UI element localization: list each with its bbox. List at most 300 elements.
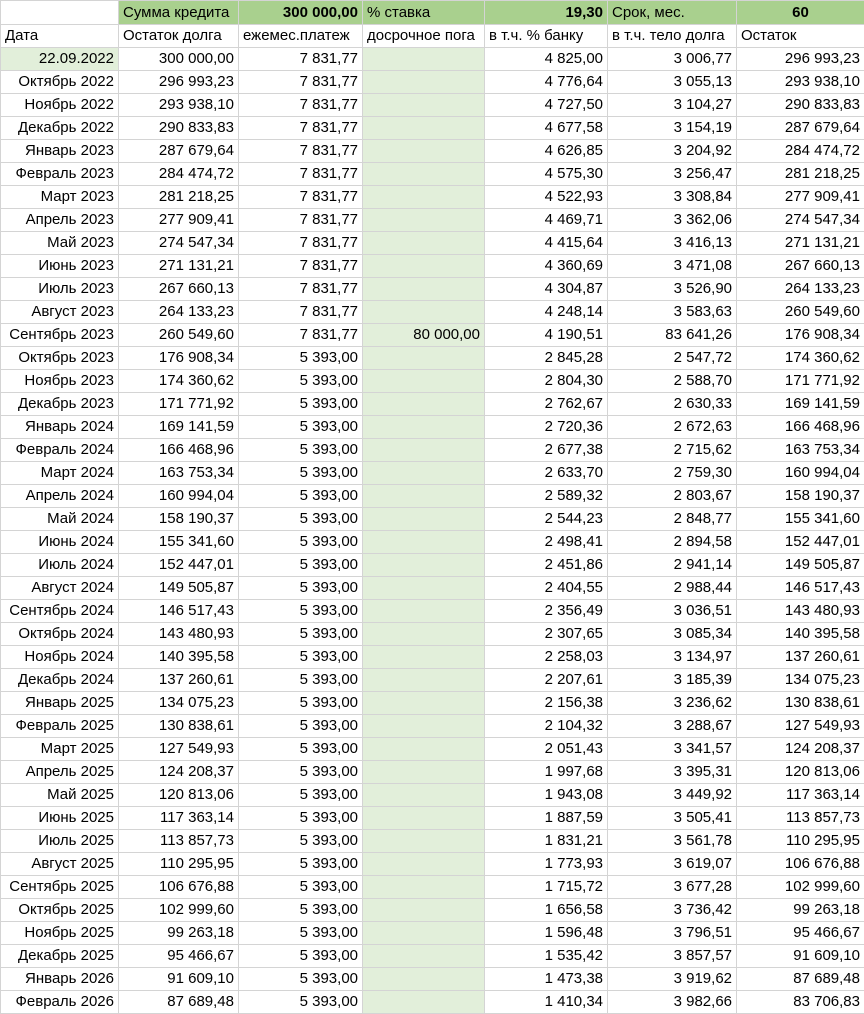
balance-cell[interactable]: 106 676,88 bbox=[119, 876, 239, 899]
payment-cell[interactable]: 5 393,00 bbox=[239, 715, 363, 738]
early-repayment-cell[interactable] bbox=[363, 692, 485, 715]
balance-cell[interactable]: 169 141,59 bbox=[119, 416, 239, 439]
interest-cell[interactable]: 4 360,69 bbox=[485, 255, 608, 278]
summary-empty-cell[interactable] bbox=[1, 1, 119, 25]
balance-cell[interactable]: 166 468,96 bbox=[119, 439, 239, 462]
principal-cell[interactable]: 2 672,63 bbox=[608, 416, 737, 439]
interest-cell[interactable]: 4 575,30 bbox=[485, 163, 608, 186]
payment-cell[interactable]: 5 393,00 bbox=[239, 347, 363, 370]
date-cell[interactable]: Ноябрь 2022 bbox=[1, 94, 119, 117]
payment-cell[interactable]: 5 393,00 bbox=[239, 508, 363, 531]
balance-cell[interactable]: 87 689,48 bbox=[119, 991, 239, 1014]
payment-cell[interactable]: 5 393,00 bbox=[239, 393, 363, 416]
principal-cell[interactable]: 3 204,92 bbox=[608, 140, 737, 163]
balance-cell[interactable]: 155 341,60 bbox=[119, 531, 239, 554]
date-cell[interactable]: Май 2025 bbox=[1, 784, 119, 807]
payment-cell[interactable]: 5 393,00 bbox=[239, 646, 363, 669]
balance-cell[interactable]: 267 660,13 bbox=[119, 278, 239, 301]
remaining-cell[interactable]: 91 609,10 bbox=[737, 945, 864, 968]
early-repayment-cell[interactable] bbox=[363, 554, 485, 577]
interest-cell[interactable]: 1 535,42 bbox=[485, 945, 608, 968]
payment-cell[interactable]: 7 831,77 bbox=[239, 71, 363, 94]
balance-cell[interactable]: 140 395,58 bbox=[119, 646, 239, 669]
remaining-cell[interactable]: 281 218,25 bbox=[737, 163, 864, 186]
payment-cell[interactable]: 5 393,00 bbox=[239, 623, 363, 646]
header-date[interactable]: Дата bbox=[1, 25, 119, 48]
date-cell[interactable]: Апрель 2024 bbox=[1, 485, 119, 508]
early-repayment-cell[interactable] bbox=[363, 140, 485, 163]
balance-cell[interactable]: 171 771,92 bbox=[119, 393, 239, 416]
balance-cell[interactable]: 293 938,10 bbox=[119, 94, 239, 117]
interest-cell[interactable]: 2 804,30 bbox=[485, 370, 608, 393]
date-cell[interactable]: Август 2025 bbox=[1, 853, 119, 876]
date-cell[interactable]: Январь 2026 bbox=[1, 968, 119, 991]
early-repayment-cell[interactable] bbox=[363, 163, 485, 186]
interest-cell[interactable]: 1 887,59 bbox=[485, 807, 608, 830]
interest-cell[interactable]: 4 415,64 bbox=[485, 232, 608, 255]
date-cell[interactable]: Декабрь 2024 bbox=[1, 669, 119, 692]
payment-cell[interactable]: 5 393,00 bbox=[239, 738, 363, 761]
principal-cell[interactable]: 3 036,51 bbox=[608, 600, 737, 623]
date-cell[interactable]: Июнь 2024 bbox=[1, 531, 119, 554]
early-repayment-cell[interactable] bbox=[363, 922, 485, 945]
date-cell[interactable]: Октябрь 2022 bbox=[1, 71, 119, 94]
date-cell[interactable]: Август 2023 bbox=[1, 301, 119, 324]
header-payment[interactable]: ежемес.платеж bbox=[239, 25, 363, 48]
date-cell[interactable]: Сентябрь 2025 bbox=[1, 876, 119, 899]
early-repayment-cell[interactable] bbox=[363, 209, 485, 232]
payment-cell[interactable]: 5 393,00 bbox=[239, 416, 363, 439]
balance-cell[interactable]: 300 000,00 bbox=[119, 48, 239, 71]
balance-cell[interactable]: 134 075,23 bbox=[119, 692, 239, 715]
principal-cell[interactable]: 3 583,63 bbox=[608, 301, 737, 324]
date-cell[interactable]: Ноябрь 2023 bbox=[1, 370, 119, 393]
interest-cell[interactable]: 1 943,08 bbox=[485, 784, 608, 807]
balance-cell[interactable]: 110 295,95 bbox=[119, 853, 239, 876]
payment-cell[interactable]: 5 393,00 bbox=[239, 876, 363, 899]
payment-cell[interactable]: 7 831,77 bbox=[239, 301, 363, 324]
balance-cell[interactable]: 158 190,37 bbox=[119, 508, 239, 531]
date-cell[interactable]: 22.09.2022 bbox=[1, 48, 119, 71]
principal-cell[interactable]: 3 449,92 bbox=[608, 784, 737, 807]
remaining-cell[interactable]: 95 466,67 bbox=[737, 922, 864, 945]
balance-cell[interactable]: 176 908,34 bbox=[119, 347, 239, 370]
early-repayment-cell[interactable] bbox=[363, 600, 485, 623]
remaining-cell[interactable]: 120 813,06 bbox=[737, 761, 864, 784]
payment-cell[interactable]: 7 831,77 bbox=[239, 232, 363, 255]
early-repayment-cell[interactable] bbox=[363, 807, 485, 830]
balance-cell[interactable]: 152 447,01 bbox=[119, 554, 239, 577]
balance-cell[interactable]: 124 208,37 bbox=[119, 761, 239, 784]
payment-cell[interactable]: 5 393,00 bbox=[239, 807, 363, 830]
interest-cell[interactable]: 4 776,64 bbox=[485, 71, 608, 94]
date-cell[interactable]: Октябрь 2024 bbox=[1, 623, 119, 646]
remaining-cell[interactable]: 146 517,43 bbox=[737, 577, 864, 600]
principal-cell[interactable]: 2 547,72 bbox=[608, 347, 737, 370]
remaining-cell[interactable]: 137 260,61 bbox=[737, 646, 864, 669]
balance-cell[interactable]: 290 833,83 bbox=[119, 117, 239, 140]
interest-cell[interactable]: 2 498,41 bbox=[485, 531, 608, 554]
interest-cell[interactable]: 1 773,93 bbox=[485, 853, 608, 876]
date-cell[interactable]: Октябрь 2025 bbox=[1, 899, 119, 922]
principal-cell[interactable]: 3 006,77 bbox=[608, 48, 737, 71]
early-repayment-cell[interactable] bbox=[363, 991, 485, 1014]
payment-cell[interactable]: 7 831,77 bbox=[239, 186, 363, 209]
loan-amount-value[interactable]: 300 000,00 bbox=[239, 1, 363, 25]
balance-cell[interactable]: 99 263,18 bbox=[119, 922, 239, 945]
interest-cell[interactable]: 1 997,68 bbox=[485, 761, 608, 784]
interest-cell[interactable]: 1 656,58 bbox=[485, 899, 608, 922]
date-cell[interactable]: Июль 2025 bbox=[1, 830, 119, 853]
payment-cell[interactable]: 5 393,00 bbox=[239, 922, 363, 945]
principal-cell[interactable]: 2 941,14 bbox=[608, 554, 737, 577]
balance-cell[interactable]: 274 547,34 bbox=[119, 232, 239, 255]
remaining-cell[interactable]: 296 993,23 bbox=[737, 48, 864, 71]
date-cell[interactable]: Март 2025 bbox=[1, 738, 119, 761]
remaining-cell[interactable]: 260 549,60 bbox=[737, 301, 864, 324]
remaining-cell[interactable]: 113 857,73 bbox=[737, 807, 864, 830]
principal-cell[interactable]: 3 796,51 bbox=[608, 922, 737, 945]
early-repayment-cell[interactable]: 80 000,00 bbox=[363, 324, 485, 347]
date-cell[interactable]: Сентябрь 2024 bbox=[1, 600, 119, 623]
early-repayment-cell[interactable] bbox=[363, 761, 485, 784]
principal-cell[interactable]: 3 736,42 bbox=[608, 899, 737, 922]
interest-cell[interactable]: 1 596,48 bbox=[485, 922, 608, 945]
payment-cell[interactable]: 5 393,00 bbox=[239, 761, 363, 784]
balance-cell[interactable]: 102 999,60 bbox=[119, 899, 239, 922]
date-cell[interactable]: Апрель 2023 bbox=[1, 209, 119, 232]
principal-cell[interactable]: 3 416,13 bbox=[608, 232, 737, 255]
principal-cell[interactable]: 3 919,62 bbox=[608, 968, 737, 991]
remaining-cell[interactable]: 176 908,34 bbox=[737, 324, 864, 347]
payment-cell[interactable]: 5 393,00 bbox=[239, 692, 363, 715]
balance-cell[interactable]: 284 474,72 bbox=[119, 163, 239, 186]
interest-cell[interactable]: 4 825,00 bbox=[485, 48, 608, 71]
early-repayment-cell[interactable] bbox=[363, 715, 485, 738]
principal-cell[interactable]: 3 085,34 bbox=[608, 623, 737, 646]
date-cell[interactable]: Октябрь 2023 bbox=[1, 347, 119, 370]
early-repayment-cell[interactable] bbox=[363, 646, 485, 669]
early-repayment-cell[interactable] bbox=[363, 738, 485, 761]
interest-cell[interactable]: 4 522,93 bbox=[485, 186, 608, 209]
principal-cell[interactable]: 2 588,70 bbox=[608, 370, 737, 393]
remaining-cell[interactable]: 87 689,48 bbox=[737, 968, 864, 991]
principal-cell[interactable]: 3 471,08 bbox=[608, 255, 737, 278]
payment-cell[interactable]: 7 831,77 bbox=[239, 255, 363, 278]
remaining-cell[interactable]: 267 660,13 bbox=[737, 255, 864, 278]
interest-cell[interactable]: 1 715,72 bbox=[485, 876, 608, 899]
principal-cell[interactable]: 3 236,62 bbox=[608, 692, 737, 715]
balance-cell[interactable]: 95 466,67 bbox=[119, 945, 239, 968]
date-cell[interactable]: Июнь 2023 bbox=[1, 255, 119, 278]
date-cell[interactable]: Февраль 2023 bbox=[1, 163, 119, 186]
payment-cell[interactable]: 7 831,77 bbox=[239, 94, 363, 117]
date-cell[interactable]: Декабрь 2025 bbox=[1, 945, 119, 968]
payment-cell[interactable]: 7 831,77 bbox=[239, 163, 363, 186]
principal-cell[interactable]: 3 134,97 bbox=[608, 646, 737, 669]
balance-cell[interactable]: 287 679,64 bbox=[119, 140, 239, 163]
interest-cell[interactable]: 2 356,49 bbox=[485, 600, 608, 623]
principal-cell[interactable]: 3 982,66 bbox=[608, 991, 737, 1014]
balance-cell[interactable]: 277 909,41 bbox=[119, 209, 239, 232]
remaining-cell[interactable]: 143 480,93 bbox=[737, 600, 864, 623]
principal-cell[interactable]: 3 619,07 bbox=[608, 853, 737, 876]
balance-cell[interactable]: 113 857,73 bbox=[119, 830, 239, 853]
remaining-cell[interactable]: 274 547,34 bbox=[737, 209, 864, 232]
balance-cell[interactable]: 117 363,14 bbox=[119, 807, 239, 830]
remaining-cell[interactable]: 158 190,37 bbox=[737, 485, 864, 508]
early-repayment-cell[interactable] bbox=[363, 531, 485, 554]
principal-cell[interactable]: 2 759,30 bbox=[608, 462, 737, 485]
balance-cell[interactable]: 271 131,21 bbox=[119, 255, 239, 278]
remaining-cell[interactable]: 149 505,87 bbox=[737, 554, 864, 577]
payment-cell[interactable]: 5 393,00 bbox=[239, 439, 363, 462]
principal-cell[interactable]: 3 341,57 bbox=[608, 738, 737, 761]
remaining-cell[interactable]: 106 676,88 bbox=[737, 853, 864, 876]
balance-cell[interactable]: 127 549,93 bbox=[119, 738, 239, 761]
payment-cell[interactable]: 5 393,00 bbox=[239, 945, 363, 968]
term-value[interactable]: 60 bbox=[737, 1, 864, 25]
early-repayment-cell[interactable] bbox=[363, 853, 485, 876]
interest-cell[interactable]: 2 677,38 bbox=[485, 439, 608, 462]
interest-cell[interactable]: 2 451,86 bbox=[485, 554, 608, 577]
balance-cell[interactable]: 149 505,87 bbox=[119, 577, 239, 600]
early-repayment-cell[interactable] bbox=[363, 577, 485, 600]
balance-cell[interactable]: 174 360,62 bbox=[119, 370, 239, 393]
early-repayment-cell[interactable] bbox=[363, 71, 485, 94]
date-cell[interactable]: Январь 2024 bbox=[1, 416, 119, 439]
early-repayment-cell[interactable] bbox=[363, 945, 485, 968]
principal-cell[interactable]: 2 894,58 bbox=[608, 531, 737, 554]
balance-cell[interactable]: 120 813,06 bbox=[119, 784, 239, 807]
principal-cell[interactable]: 3 677,28 bbox=[608, 876, 737, 899]
principal-cell[interactable]: 3 256,47 bbox=[608, 163, 737, 186]
date-cell[interactable]: Ноябрь 2024 bbox=[1, 646, 119, 669]
balance-cell[interactable]: 296 993,23 bbox=[119, 71, 239, 94]
interest-cell[interactable]: 2 720,36 bbox=[485, 416, 608, 439]
date-cell[interactable]: Март 2024 bbox=[1, 462, 119, 485]
interest-cell[interactable]: 4 626,85 bbox=[485, 140, 608, 163]
date-cell[interactable]: Декабрь 2022 bbox=[1, 117, 119, 140]
balance-cell[interactable]: 130 838,61 bbox=[119, 715, 239, 738]
early-repayment-cell[interactable] bbox=[363, 876, 485, 899]
interest-cell[interactable]: 2 207,61 bbox=[485, 669, 608, 692]
remaining-cell[interactable]: 277 909,41 bbox=[737, 186, 864, 209]
interest-cell[interactable]: 2 258,03 bbox=[485, 646, 608, 669]
interest-cell[interactable]: 1 831,21 bbox=[485, 830, 608, 853]
early-repayment-cell[interactable] bbox=[363, 508, 485, 531]
early-repayment-cell[interactable] bbox=[363, 48, 485, 71]
interest-cell[interactable]: 4 190,51 bbox=[485, 324, 608, 347]
payment-cell[interactable]: 5 393,00 bbox=[239, 853, 363, 876]
payment-cell[interactable]: 7 831,77 bbox=[239, 324, 363, 347]
early-repayment-cell[interactable] bbox=[363, 301, 485, 324]
payment-cell[interactable]: 5 393,00 bbox=[239, 784, 363, 807]
rate-value[interactable]: 19,30 bbox=[485, 1, 608, 25]
early-repayment-cell[interactable] bbox=[363, 94, 485, 117]
balance-cell[interactable]: 143 480,93 bbox=[119, 623, 239, 646]
date-cell[interactable]: Декабрь 2023 bbox=[1, 393, 119, 416]
interest-cell[interactable]: 2 544,23 bbox=[485, 508, 608, 531]
interest-cell[interactable]: 4 469,71 bbox=[485, 209, 608, 232]
payment-cell[interactable]: 7 831,77 bbox=[239, 209, 363, 232]
early-repayment-cell[interactable] bbox=[363, 462, 485, 485]
remaining-cell[interactable]: 293 938,10 bbox=[737, 71, 864, 94]
early-repayment-cell[interactable] bbox=[363, 485, 485, 508]
date-cell[interactable]: Июль 2023 bbox=[1, 278, 119, 301]
payment-cell[interactable]: 5 393,00 bbox=[239, 554, 363, 577]
principal-cell[interactable]: 2 848,77 bbox=[608, 508, 737, 531]
remaining-cell[interactable]: 163 753,34 bbox=[737, 439, 864, 462]
payment-cell[interactable]: 7 831,77 bbox=[239, 117, 363, 140]
remaining-cell[interactable]: 169 141,59 bbox=[737, 393, 864, 416]
interest-cell[interactable]: 2 404,55 bbox=[485, 577, 608, 600]
remaining-cell[interactable]: 155 341,60 bbox=[737, 508, 864, 531]
payment-cell[interactable]: 5 393,00 bbox=[239, 899, 363, 922]
date-cell[interactable]: Август 2024 bbox=[1, 577, 119, 600]
early-repayment-cell[interactable] bbox=[363, 278, 485, 301]
early-repayment-cell[interactable] bbox=[363, 255, 485, 278]
remaining-cell[interactable]: 264 133,23 bbox=[737, 278, 864, 301]
remaining-cell[interactable]: 271 131,21 bbox=[737, 232, 864, 255]
balance-cell[interactable]: 281 218,25 bbox=[119, 186, 239, 209]
interest-cell[interactable]: 1 473,38 bbox=[485, 968, 608, 991]
interest-cell[interactable]: 2 762,67 bbox=[485, 393, 608, 416]
date-cell[interactable]: Февраль 2025 bbox=[1, 715, 119, 738]
balance-cell[interactable]: 137 260,61 bbox=[119, 669, 239, 692]
remaining-cell[interactable]: 284 474,72 bbox=[737, 140, 864, 163]
payment-cell[interactable]: 7 831,77 bbox=[239, 278, 363, 301]
remaining-cell[interactable]: 110 295,95 bbox=[737, 830, 864, 853]
interest-cell[interactable]: 2 051,43 bbox=[485, 738, 608, 761]
principal-cell[interactable]: 3 104,27 bbox=[608, 94, 737, 117]
early-repayment-cell[interactable] bbox=[363, 439, 485, 462]
date-cell[interactable]: Июль 2024 bbox=[1, 554, 119, 577]
payment-cell[interactable]: 5 393,00 bbox=[239, 830, 363, 853]
principal-cell[interactable]: 3 395,31 bbox=[608, 761, 737, 784]
header-principal[interactable]: в т.ч. тело долга bbox=[608, 25, 737, 48]
remaining-cell[interactable]: 152 447,01 bbox=[737, 531, 864, 554]
principal-cell[interactable]: 3 561,78 bbox=[608, 830, 737, 853]
remaining-cell[interactable]: 166 468,96 bbox=[737, 416, 864, 439]
early-repayment-cell[interactable] bbox=[363, 232, 485, 255]
early-repayment-cell[interactable] bbox=[363, 669, 485, 692]
principal-cell[interactable]: 3 308,84 bbox=[608, 186, 737, 209]
interest-cell[interactable]: 2 845,28 bbox=[485, 347, 608, 370]
early-repayment-cell[interactable] bbox=[363, 393, 485, 416]
remaining-cell[interactable]: 83 706,83 bbox=[737, 991, 864, 1014]
balance-cell[interactable]: 264 133,23 bbox=[119, 301, 239, 324]
payment-cell[interactable]: 5 393,00 bbox=[239, 485, 363, 508]
payment-cell[interactable]: 7 831,77 bbox=[239, 140, 363, 163]
remaining-cell[interactable]: 171 771,92 bbox=[737, 370, 864, 393]
principal-cell[interactable]: 3 526,90 bbox=[608, 278, 737, 301]
header-balance[interactable]: Остаток долга bbox=[119, 25, 239, 48]
interest-cell[interactable]: 2 589,32 bbox=[485, 485, 608, 508]
balance-cell[interactable]: 146 517,43 bbox=[119, 600, 239, 623]
date-cell[interactable]: Ноябрь 2025 bbox=[1, 922, 119, 945]
interest-cell[interactable]: 2 156,38 bbox=[485, 692, 608, 715]
principal-cell[interactable]: 3 154,19 bbox=[608, 117, 737, 140]
payment-cell[interactable]: 5 393,00 bbox=[239, 370, 363, 393]
principal-cell[interactable]: 2 630,33 bbox=[608, 393, 737, 416]
early-repayment-cell[interactable] bbox=[363, 117, 485, 140]
header-interest[interactable]: в т.ч. % банку bbox=[485, 25, 608, 48]
payment-cell[interactable]: 5 393,00 bbox=[239, 669, 363, 692]
interest-cell[interactable]: 4 248,14 bbox=[485, 301, 608, 324]
early-repayment-cell[interactable] bbox=[363, 830, 485, 853]
early-repayment-cell[interactable] bbox=[363, 186, 485, 209]
loan-amount-label[interactable]: Сумма кредита bbox=[119, 1, 239, 25]
date-cell[interactable]: Март 2023 bbox=[1, 186, 119, 209]
principal-cell[interactable]: 2 988,44 bbox=[608, 577, 737, 600]
date-cell[interactable]: Май 2023 bbox=[1, 232, 119, 255]
interest-cell[interactable]: 2 307,65 bbox=[485, 623, 608, 646]
date-cell[interactable]: Июнь 2025 bbox=[1, 807, 119, 830]
payment-cell[interactable]: 5 393,00 bbox=[239, 991, 363, 1014]
principal-cell[interactable]: 3 185,39 bbox=[608, 669, 737, 692]
early-repayment-cell[interactable] bbox=[363, 416, 485, 439]
remaining-cell[interactable]: 124 208,37 bbox=[737, 738, 864, 761]
rate-label[interactable]: % ставка bbox=[363, 1, 485, 25]
date-cell[interactable]: Май 2024 bbox=[1, 508, 119, 531]
header-early-repayment[interactable]: досрочное пога bbox=[363, 25, 485, 48]
payment-cell[interactable]: 5 393,00 bbox=[239, 577, 363, 600]
interest-cell[interactable]: 2 633,70 bbox=[485, 462, 608, 485]
principal-cell[interactable]: 3 288,67 bbox=[608, 715, 737, 738]
balance-cell[interactable]: 91 609,10 bbox=[119, 968, 239, 991]
payment-cell[interactable]: 5 393,00 bbox=[239, 968, 363, 991]
early-repayment-cell[interactable] bbox=[363, 370, 485, 393]
principal-cell[interactable]: 3 505,41 bbox=[608, 807, 737, 830]
date-cell[interactable]: Январь 2023 bbox=[1, 140, 119, 163]
term-label[interactable]: Срок, мес. bbox=[608, 1, 737, 25]
interest-cell[interactable]: 2 104,32 bbox=[485, 715, 608, 738]
remaining-cell[interactable]: 287 679,64 bbox=[737, 117, 864, 140]
principal-cell[interactable]: 3 362,06 bbox=[608, 209, 737, 232]
interest-cell[interactable]: 4 727,50 bbox=[485, 94, 608, 117]
remaining-cell[interactable]: 130 838,61 bbox=[737, 692, 864, 715]
date-cell[interactable]: Февраль 2024 bbox=[1, 439, 119, 462]
remaining-cell[interactable]: 127 549,93 bbox=[737, 715, 864, 738]
date-cell[interactable]: Февраль 2026 bbox=[1, 991, 119, 1014]
interest-cell[interactable]: 4 677,58 bbox=[485, 117, 608, 140]
early-repayment-cell[interactable] bbox=[363, 347, 485, 370]
interest-cell[interactable]: 4 304,87 bbox=[485, 278, 608, 301]
date-cell[interactable]: Сентябрь 2023 bbox=[1, 324, 119, 347]
remaining-cell[interactable]: 160 994,04 bbox=[737, 462, 864, 485]
payment-cell[interactable]: 5 393,00 bbox=[239, 462, 363, 485]
principal-cell[interactable]: 3 857,57 bbox=[608, 945, 737, 968]
balance-cell[interactable]: 160 994,04 bbox=[119, 485, 239, 508]
early-repayment-cell[interactable] bbox=[363, 784, 485, 807]
principal-cell[interactable]: 83 641,26 bbox=[608, 324, 737, 347]
balance-cell[interactable]: 260 549,60 bbox=[119, 324, 239, 347]
remaining-cell[interactable]: 99 263,18 bbox=[737, 899, 864, 922]
remaining-cell[interactable]: 140 395,58 bbox=[737, 623, 864, 646]
payment-cell[interactable]: 5 393,00 bbox=[239, 531, 363, 554]
date-cell[interactable]: Апрель 2025 bbox=[1, 761, 119, 784]
header-remaining[interactable]: Остаток bbox=[737, 25, 864, 48]
early-repayment-cell[interactable] bbox=[363, 968, 485, 991]
principal-cell[interactable]: 3 055,13 bbox=[608, 71, 737, 94]
interest-cell[interactable]: 1 410,34 bbox=[485, 991, 608, 1014]
early-repayment-cell[interactable] bbox=[363, 899, 485, 922]
principal-cell[interactable]: 2 715,62 bbox=[608, 439, 737, 462]
early-repayment-cell[interactable] bbox=[363, 623, 485, 646]
remaining-cell[interactable]: 117 363,14 bbox=[737, 784, 864, 807]
remaining-cell[interactable]: 290 833,83 bbox=[737, 94, 864, 117]
